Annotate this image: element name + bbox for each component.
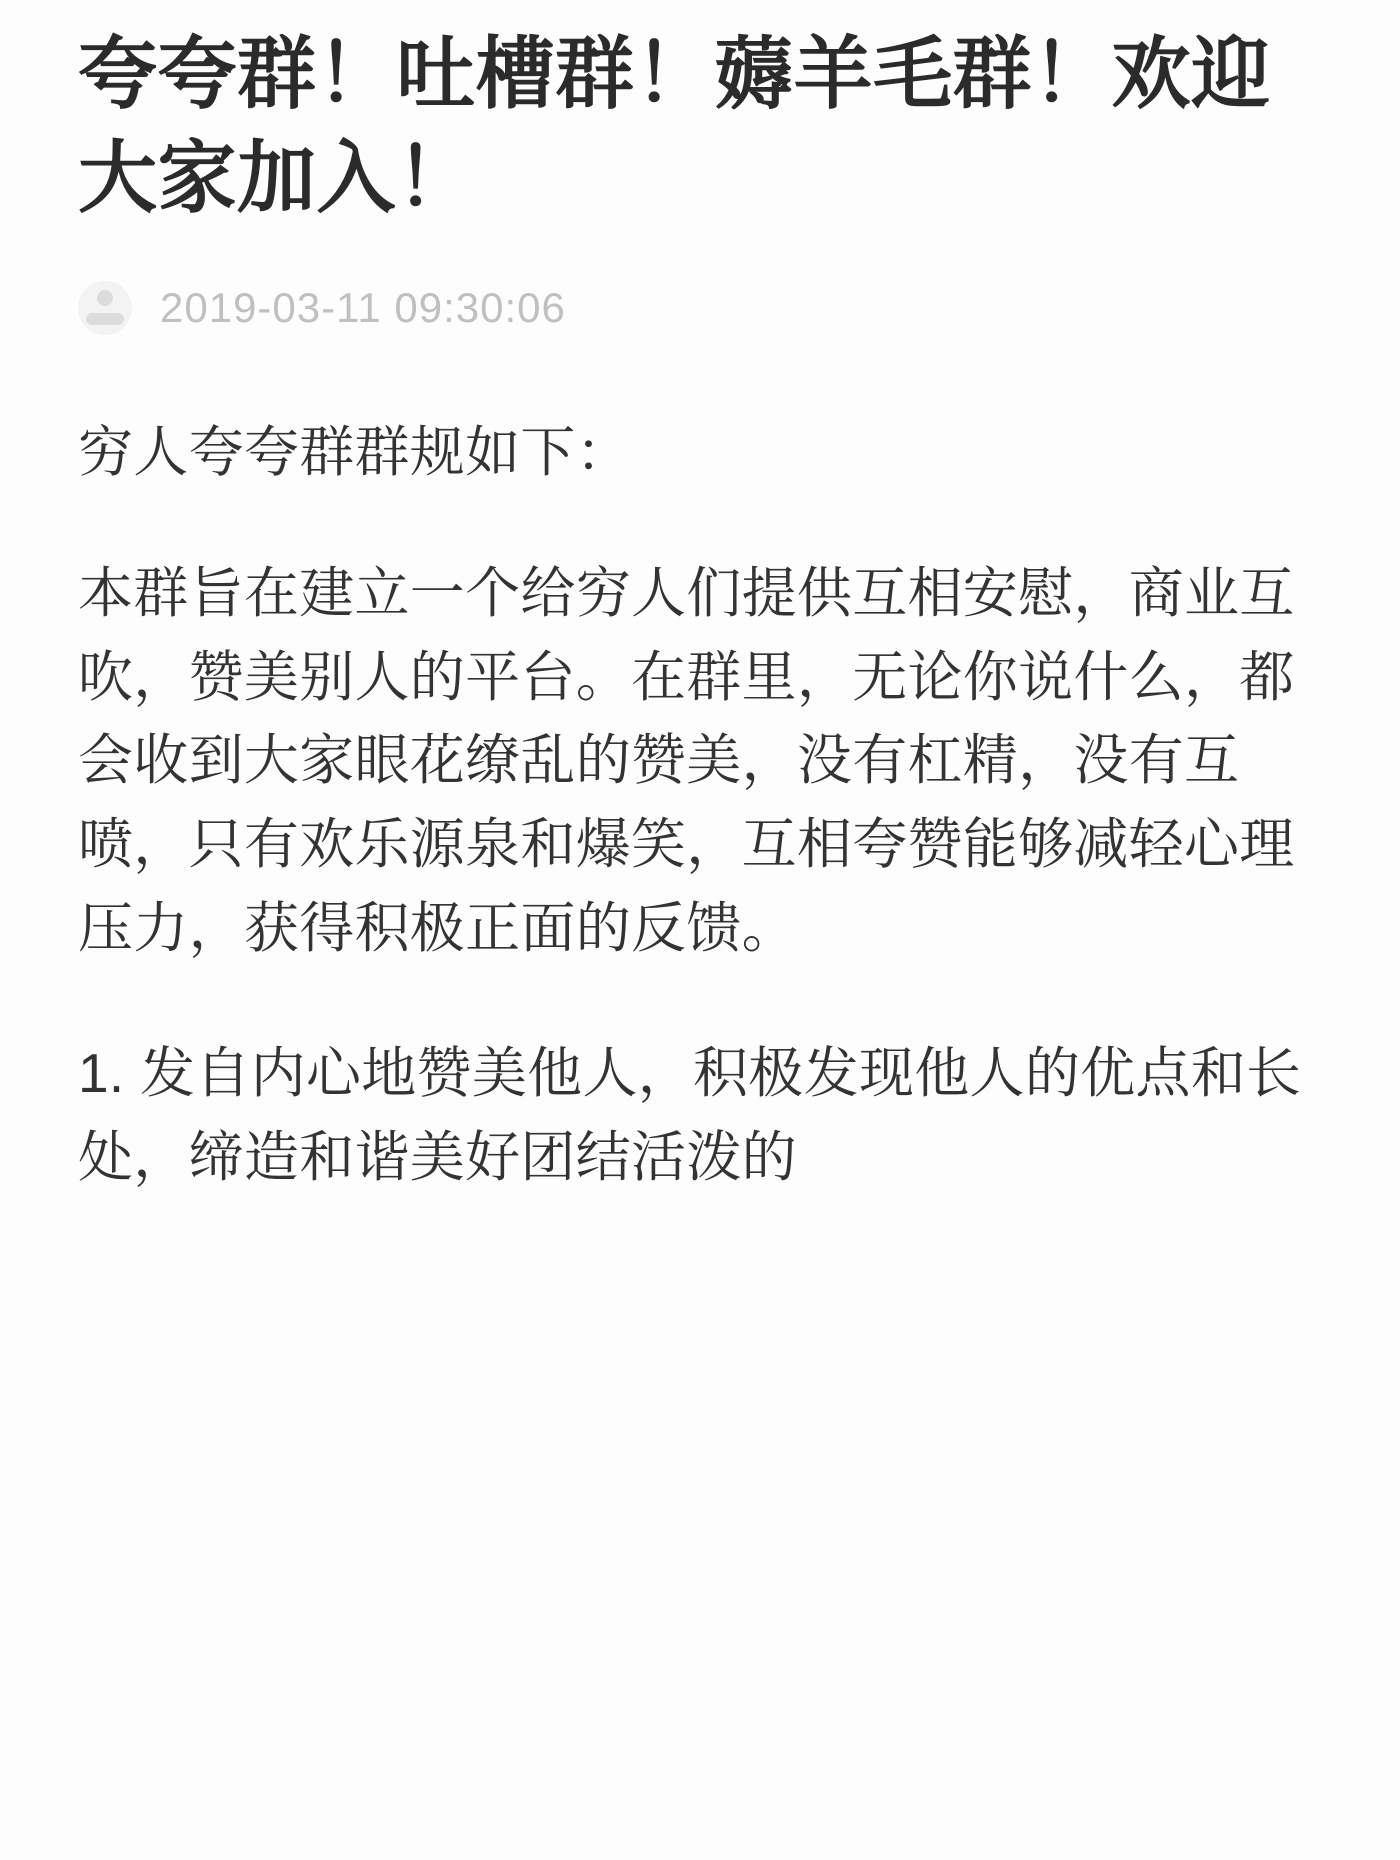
article-meta [78,279,1322,337]
article-body [78,411,1322,1200]
avatar [78,281,132,335]
page-title: 夸夸群！吐槽群！薅羊毛群！欢迎大家加入！ [78,29,1271,223]
paragraph: 本群旨在建立一个给穷人们提供互相安慰，商业互吹，赞美别人的平台。在群里，无论你说什么，都会收到大家眼花缭乱的赞美，没有杠精，没有互喷，只有欢乐源泉和爆笑，互相夸赞能够减轻心理压力，获得积极正面的反馈。 [78,562,1295,959]
publish-timestamp: 2019-03-11 09:30:06 [160,283,566,331]
paragraph: 1. 发自内心地赞美他人，积极发现他人的优点和长处，缔造和谐美好团结活泼的 [78,1042,1302,1188]
paragraph: 穷人夸夸群群规如下： [78,420,632,483]
